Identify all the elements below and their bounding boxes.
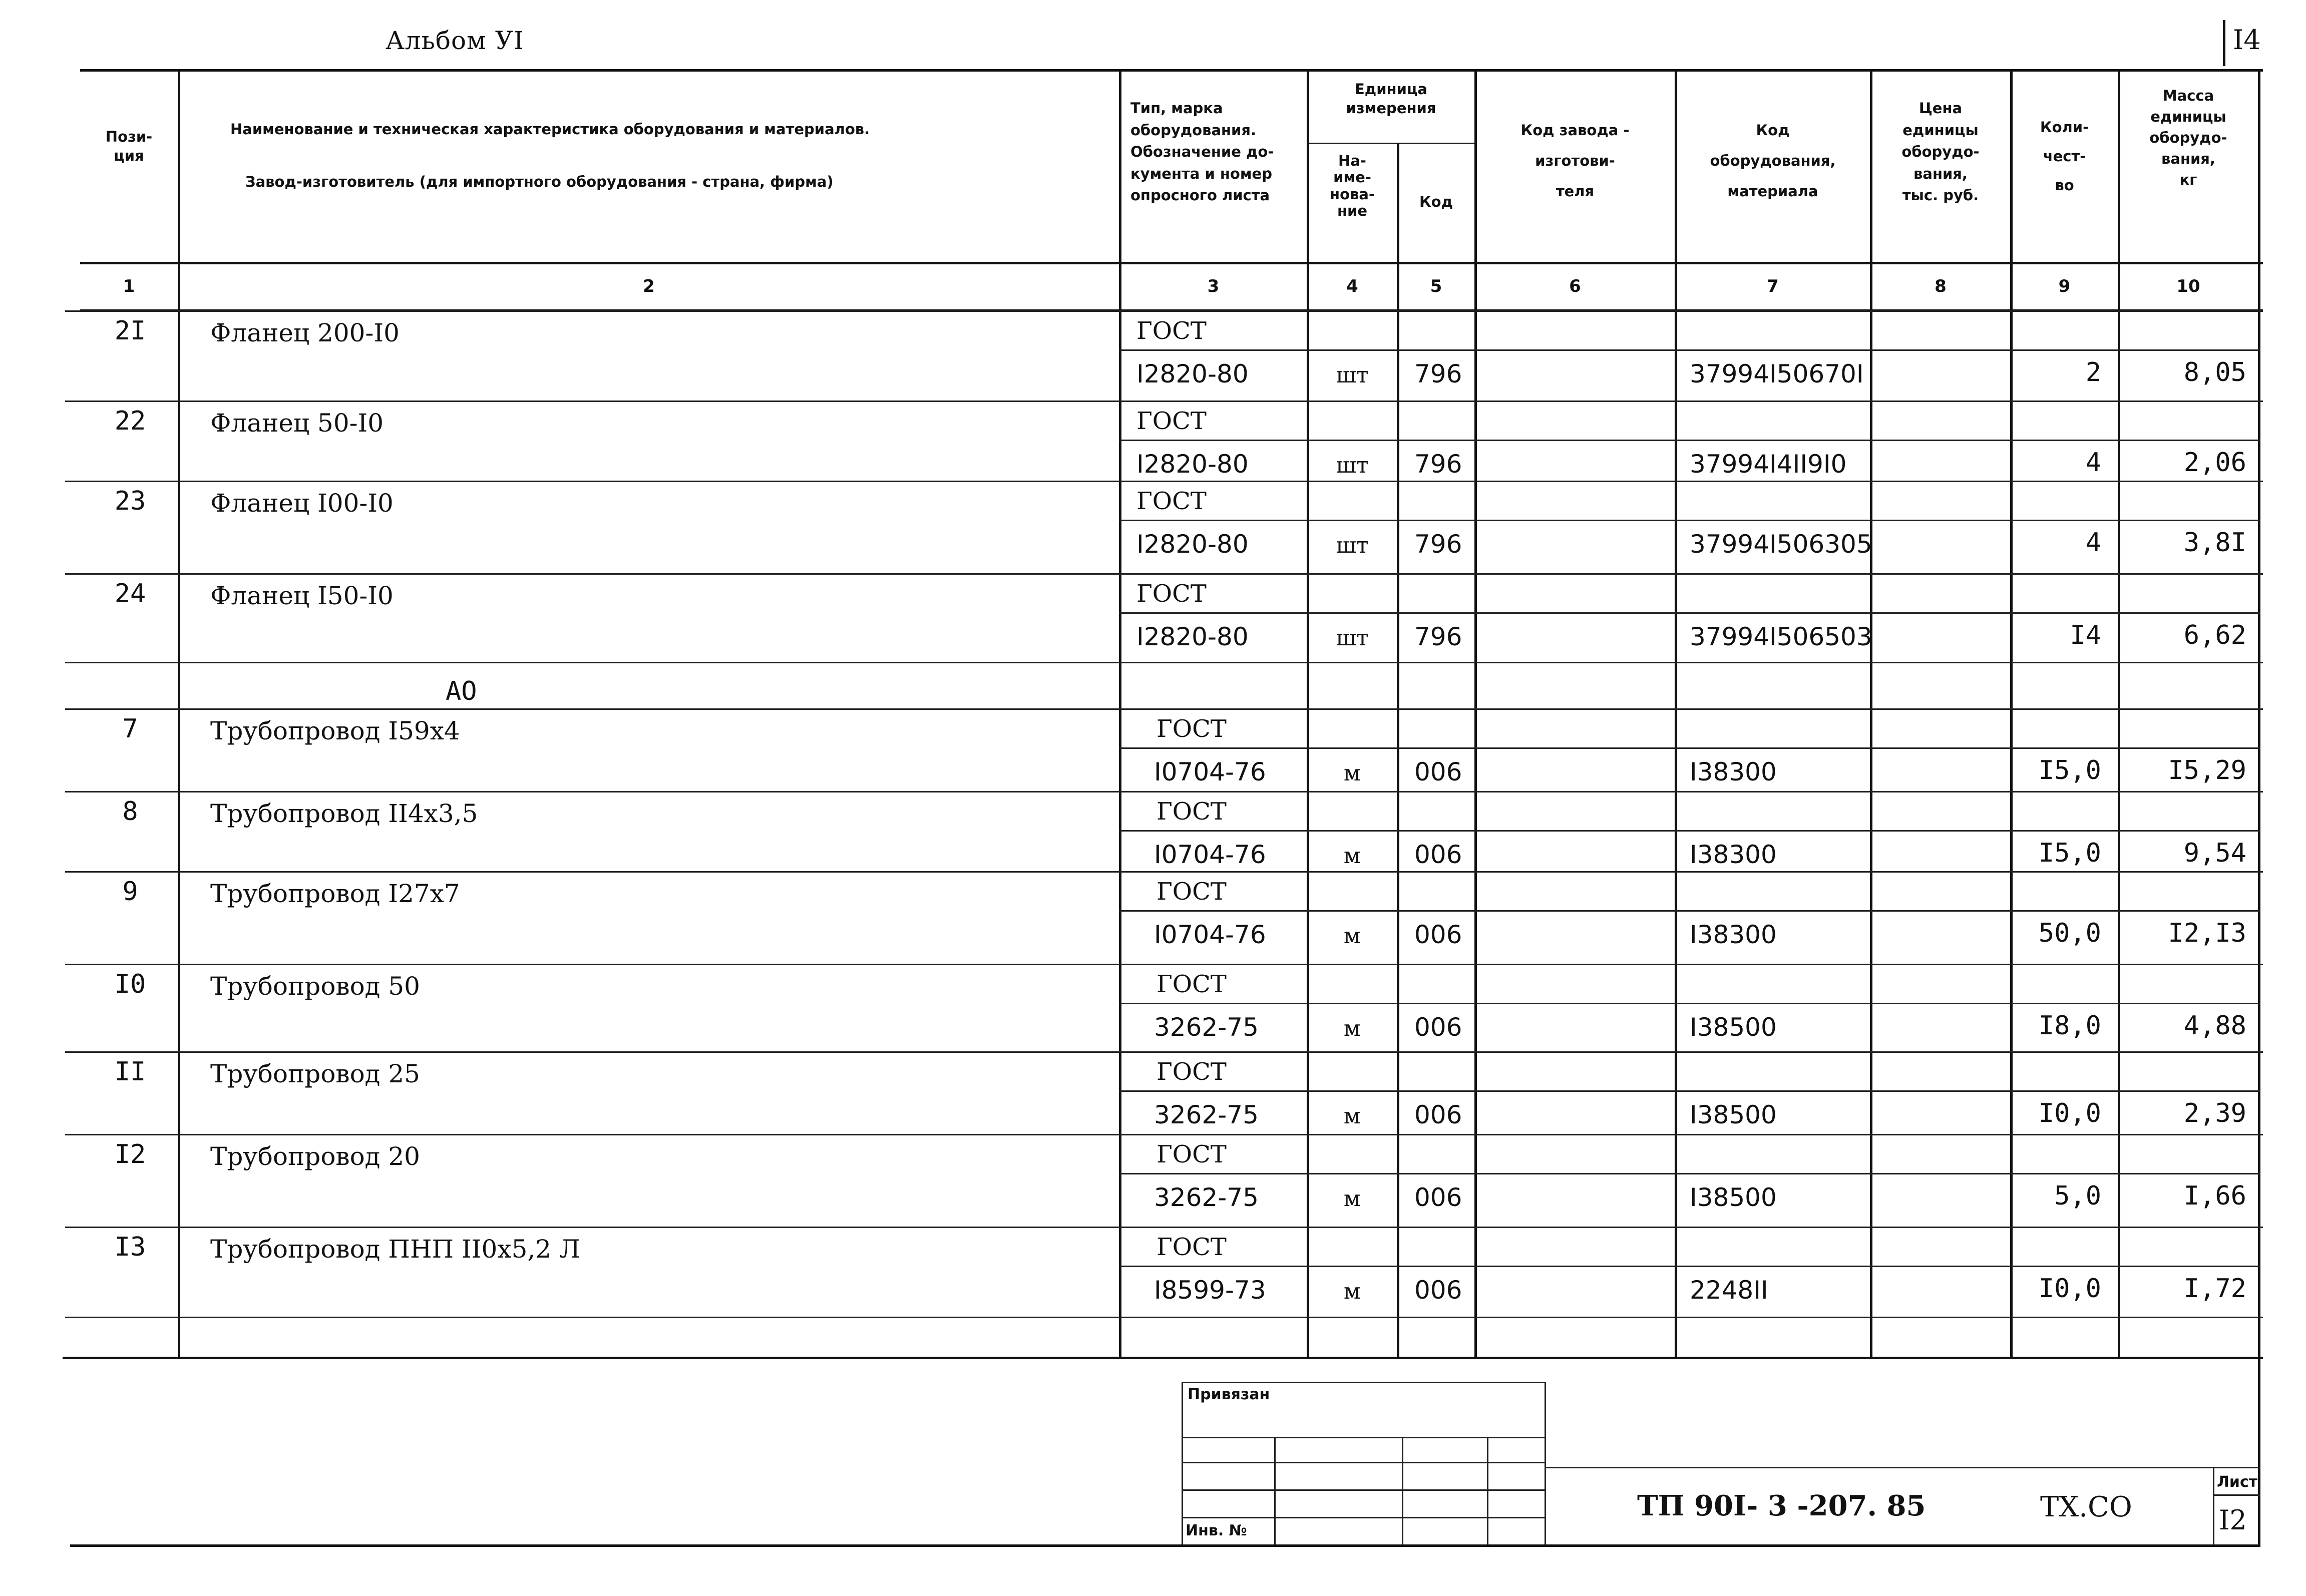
stamp-col-1	[1274, 1437, 1276, 1544]
row-midline	[1119, 747, 2260, 749]
sheet-label: Лист	[2217, 1473, 2258, 1491]
row-midline	[1119, 1173, 2260, 1174]
row-separator	[65, 1134, 2263, 1135]
col-header-equipment-code: Код оборудования, материала	[1710, 122, 1836, 200]
document-code: ТП 90I- 3 -207. 85	[1637, 1489, 1926, 1522]
row-separator	[65, 481, 2263, 482]
page-number-top: I4	[2233, 24, 2261, 56]
row-name: Трубопровод ПНП II0x5,2 Л	[210, 1235, 580, 1264]
table-bottom-border	[63, 1357, 2263, 1359]
row-doc-number: I2820-80	[1136, 450, 1249, 479]
row-name: Трубопровод II4x3,5	[210, 799, 478, 828]
col-divider-4	[1397, 143, 1399, 1357]
row-name: Трубопровод 50	[210, 972, 420, 1001]
row-quantity: I0,0	[2038, 1274, 2101, 1304]
row-unit-code: 796	[1414, 622, 1462, 651]
row-mass: 4,88	[2183, 1011, 2246, 1041]
col-divider-6	[1675, 70, 1677, 1357]
col-divider-2	[1119, 70, 1121, 1357]
col-divider-8	[2010, 70, 2013, 1357]
row-mass: 2,39	[2183, 1098, 2246, 1128]
col-header-name-line1: Наименование и техническая характеристика оборудования и материалов.	[230, 121, 870, 138]
col-divider-7	[1870, 70, 1872, 1357]
row-doc-number: I2820-80	[1136, 622, 1249, 651]
col-number-5: 5	[1430, 276, 1442, 296]
frame-right-border	[2258, 1357, 2260, 1547]
frame-bottom-border	[70, 1544, 2260, 1547]
sheet-box-left	[2213, 1467, 2214, 1544]
col-number-3: 3	[1207, 276, 1220, 296]
row-unit-code: 006	[1414, 840, 1462, 869]
row-mass: 9,54	[2183, 838, 2246, 868]
row-unit-code: 796	[1414, 530, 1462, 559]
col-header-mass: Масса единицы оборудо- вания, кг	[2149, 87, 2227, 189]
row-name: Фланец I00-I0	[210, 489, 394, 518]
col-number-10: 10	[2176, 276, 2200, 296]
row-equipment-code: I38300	[1690, 920, 1777, 949]
row-quantity: 2	[2085, 357, 2101, 387]
sheet-number: I2	[2219, 1504, 2247, 1536]
col-header-unit-group: Единица измерения	[1346, 81, 1436, 117]
row-doc-prefix: ГОСТ	[1136, 580, 1207, 608]
row-unit-name: шт	[1336, 362, 1369, 388]
row-midline	[1119, 1090, 2260, 1092]
row-equipment-code: I38500	[1690, 1183, 1777, 1212]
row-doc-prefix: ГОСТ	[1136, 487, 1207, 515]
row-separator	[65, 1227, 2263, 1228]
stamp-right	[1545, 1382, 1546, 1544]
row-separator	[65, 708, 2263, 710]
row-position: I0	[114, 969, 146, 999]
row-quantity: I8,0	[2038, 1011, 2101, 1041]
row-name: Фланец 50-I0	[210, 409, 384, 438]
row-unit-code: 796	[1414, 359, 1462, 388]
col-header-name-line2: Завод-изготовитель (для импортного оборудования - страна, фирма)	[245, 173, 834, 190]
row-doc-prefix: ГОСТ	[1157, 970, 1227, 998]
row-doc-number: 3262-75	[1154, 1013, 1259, 1042]
sheet-box-divider	[2213, 1494, 2260, 1496]
row-equipment-code: 37994I50670I	[1690, 359, 1864, 388]
col-header-unit-code: Код	[1419, 193, 1453, 210]
row-unit-code: 006	[1414, 757, 1462, 786]
row-doc-number: I8599-73	[1154, 1276, 1266, 1305]
row-midline	[1119, 830, 2260, 832]
row-name: Фланец I50-I0	[210, 581, 394, 610]
col-header-position: Пози- ция	[105, 128, 153, 164]
col-number-6: 6	[1569, 276, 1581, 296]
row-name: Трубопровод 20	[210, 1142, 420, 1171]
row-quantity: 50,0	[2038, 918, 2101, 948]
stamp-col-3	[1487, 1437, 1488, 1544]
row-doc-number: I2820-80	[1136, 359, 1249, 388]
row-equipment-code: 2248II	[1690, 1276, 1768, 1305]
row-doc-prefix: ГОСТ	[1157, 715, 1227, 743]
col-header-quantity: Коли- чест- во	[2040, 119, 2089, 194]
row-equipment-code: 37994I4II9I0	[1690, 450, 1847, 479]
row-unit-code: 006	[1414, 1013, 1462, 1042]
row-doc-number: I2820-80	[1136, 530, 1249, 559]
col-number-8: 8	[1935, 276, 1947, 296]
row-doc-number: 3262-75	[1154, 1100, 1259, 1129]
doc-block-top	[1545, 1467, 2260, 1468]
row-quantity: I5,0	[2038, 755, 2101, 785]
row-equipment-code: 37994I506305	[1690, 530, 1872, 559]
row-equipment-code: 37994I506503	[1690, 622, 1872, 651]
row-position: 2I	[114, 316, 146, 346]
stamp-inv-label: Инв. №	[1186, 1522, 1247, 1539]
row-name: Трубопровод 25	[210, 1059, 420, 1088]
row-mass: 8,05	[2183, 357, 2246, 387]
row-quantity: I5,0	[2038, 838, 2101, 868]
row-doc-prefix: ГОСТ	[1157, 878, 1227, 906]
col-divider-9	[2118, 70, 2120, 1357]
row-mass: I,66	[2183, 1181, 2246, 1211]
col-number-1: 1	[123, 276, 135, 296]
row-unit-code: 006	[1414, 920, 1462, 949]
row-equipment-code: I38300	[1690, 840, 1777, 869]
row-quantity: I4	[2070, 620, 2101, 650]
col-header-unit-name: На- име- нова- ние	[1330, 152, 1375, 220]
stamp-col-2	[1402, 1437, 1403, 1544]
row-midline	[1119, 349, 2260, 351]
row-unit-name: м	[1343, 923, 1361, 949]
stamp-row-1	[1182, 1437, 1545, 1438]
col-divider-3	[1307, 70, 1309, 1357]
row-quantity: I0,0	[2038, 1098, 2101, 1128]
header-bottom-border	[80, 262, 2263, 264]
document-suffix: ТХ.СО	[2040, 1491, 2132, 1523]
row-separator	[65, 401, 2263, 402]
row-doc-prefix: ГОСТ	[1136, 317, 1207, 345]
page-number-divider	[2223, 20, 2225, 66]
row-position: 22	[114, 406, 146, 436]
row-separator	[65, 662, 2263, 663]
stamp-bound-label: Привязан	[1188, 1386, 1270, 1403]
row-midline	[1119, 1003, 2260, 1004]
row-separator	[65, 1317, 2263, 1318]
table-top-border	[80, 69, 2263, 72]
row-midline	[1119, 520, 2260, 521]
row-equipment-code: I38300	[1690, 757, 1777, 786]
row-unit-code: 006	[1414, 1276, 1462, 1305]
row-mass: I,72	[2183, 1274, 2246, 1304]
row-mass: 3,8I	[2183, 528, 2246, 558]
col-header-price: Цена единицы оборудо- вания, тыс. руб.	[1901, 100, 1980, 204]
row-quantity: 4	[2085, 448, 2101, 478]
row-mass: I5,29	[2168, 755, 2246, 785]
row-unit-name: м	[1343, 1103, 1361, 1129]
row-position: 23	[114, 486, 146, 516]
row-doc-prefix: ГОСТ	[1136, 407, 1207, 435]
row-doc-prefix: ГОСТ	[1157, 1140, 1227, 1168]
row-midline	[1119, 910, 2260, 912]
row-mass: I2,I3	[2168, 918, 2246, 948]
row-name: Фланец 200-I0	[210, 318, 400, 347]
row-equipment-code: I38500	[1690, 1100, 1777, 1129]
row-doc-prefix: ГОСТ	[1157, 797, 1227, 826]
row-quantity: 5,0	[2054, 1181, 2101, 1211]
row-unit-name: шт	[1336, 533, 1369, 558]
stamp-row-2	[1182, 1462, 1545, 1463]
row-position: 7	[122, 714, 138, 744]
row-midline	[1119, 440, 2260, 441]
row-doc-prefix: ГОСТ	[1157, 1058, 1227, 1086]
row-unit-name: м	[1343, 1016, 1361, 1041]
row-position: 9	[122, 877, 138, 907]
col-divider-5	[1474, 70, 1477, 1357]
row-unit-code: 796	[1414, 450, 1462, 479]
row-name: Трубопровод I27x7	[210, 879, 460, 908]
section-label: АО	[446, 676, 477, 706]
row-unit-code: 006	[1414, 1183, 1462, 1212]
row-separator	[65, 1051, 2263, 1053]
row-mass: 6,62	[2183, 620, 2246, 650]
row-doc-prefix: ГОСТ	[1157, 1233, 1227, 1261]
row-quantity: 4	[2085, 528, 2101, 558]
stamp-top	[1182, 1382, 1545, 1383]
col-header-type: Тип, марка оборудования. Обозначение до- кумента и номер опросного листа	[1130, 100, 1274, 204]
row-doc-number: I0704-76	[1154, 757, 1266, 786]
row-name: Трубопровод I59x4	[210, 716, 460, 745]
row-unit-code: 006	[1414, 1100, 1462, 1129]
row-unit-name: шт	[1336, 625, 1369, 651]
row-position: I2	[114, 1139, 146, 1169]
col-number-2: 2	[643, 276, 655, 296]
row-separator	[65, 964, 2263, 965]
row-position: 8	[122, 796, 138, 827]
row-separator	[65, 791, 2263, 792]
stamp-row-3	[1182, 1489, 1545, 1491]
row-mass: 2,06	[2183, 448, 2246, 478]
row-midline	[1119, 1266, 2260, 1267]
row-midline	[1119, 612, 2260, 614]
row-position: I3	[114, 1232, 146, 1262]
col-number-7: 7	[1767, 276, 1779, 296]
row-position: II	[114, 1057, 146, 1087]
row-unit-name: м	[1343, 760, 1361, 786]
stamp-row-4	[1182, 1517, 1545, 1518]
row-doc-number: I0704-76	[1154, 840, 1266, 869]
row-doc-number: 3262-75	[1154, 1183, 1259, 1212]
col-header-maker-code: Код завода - изготови- теля	[1520, 122, 1630, 200]
row-unit-name: м	[1343, 1186, 1361, 1212]
col-divider-10	[2258, 70, 2260, 1357]
row-unit-name: м	[1343, 1279, 1361, 1304]
row-position: 24	[114, 579, 146, 609]
album-title: Альбом УI	[386, 26, 524, 55]
col-number-9: 9	[2058, 276, 2071, 296]
col-number-4: 4	[1346, 276, 1358, 296]
row-separator	[65, 573, 2263, 575]
row-unit-name: м	[1343, 843, 1361, 869]
row-separator	[65, 871, 2263, 873]
row-equipment-code: I38500	[1690, 1013, 1777, 1042]
row-doc-number: I0704-76	[1154, 920, 1266, 949]
row-separator	[65, 310, 2263, 312]
unit-group-divider	[1307, 143, 1474, 144]
row-unit-name: шт	[1336, 453, 1369, 478]
